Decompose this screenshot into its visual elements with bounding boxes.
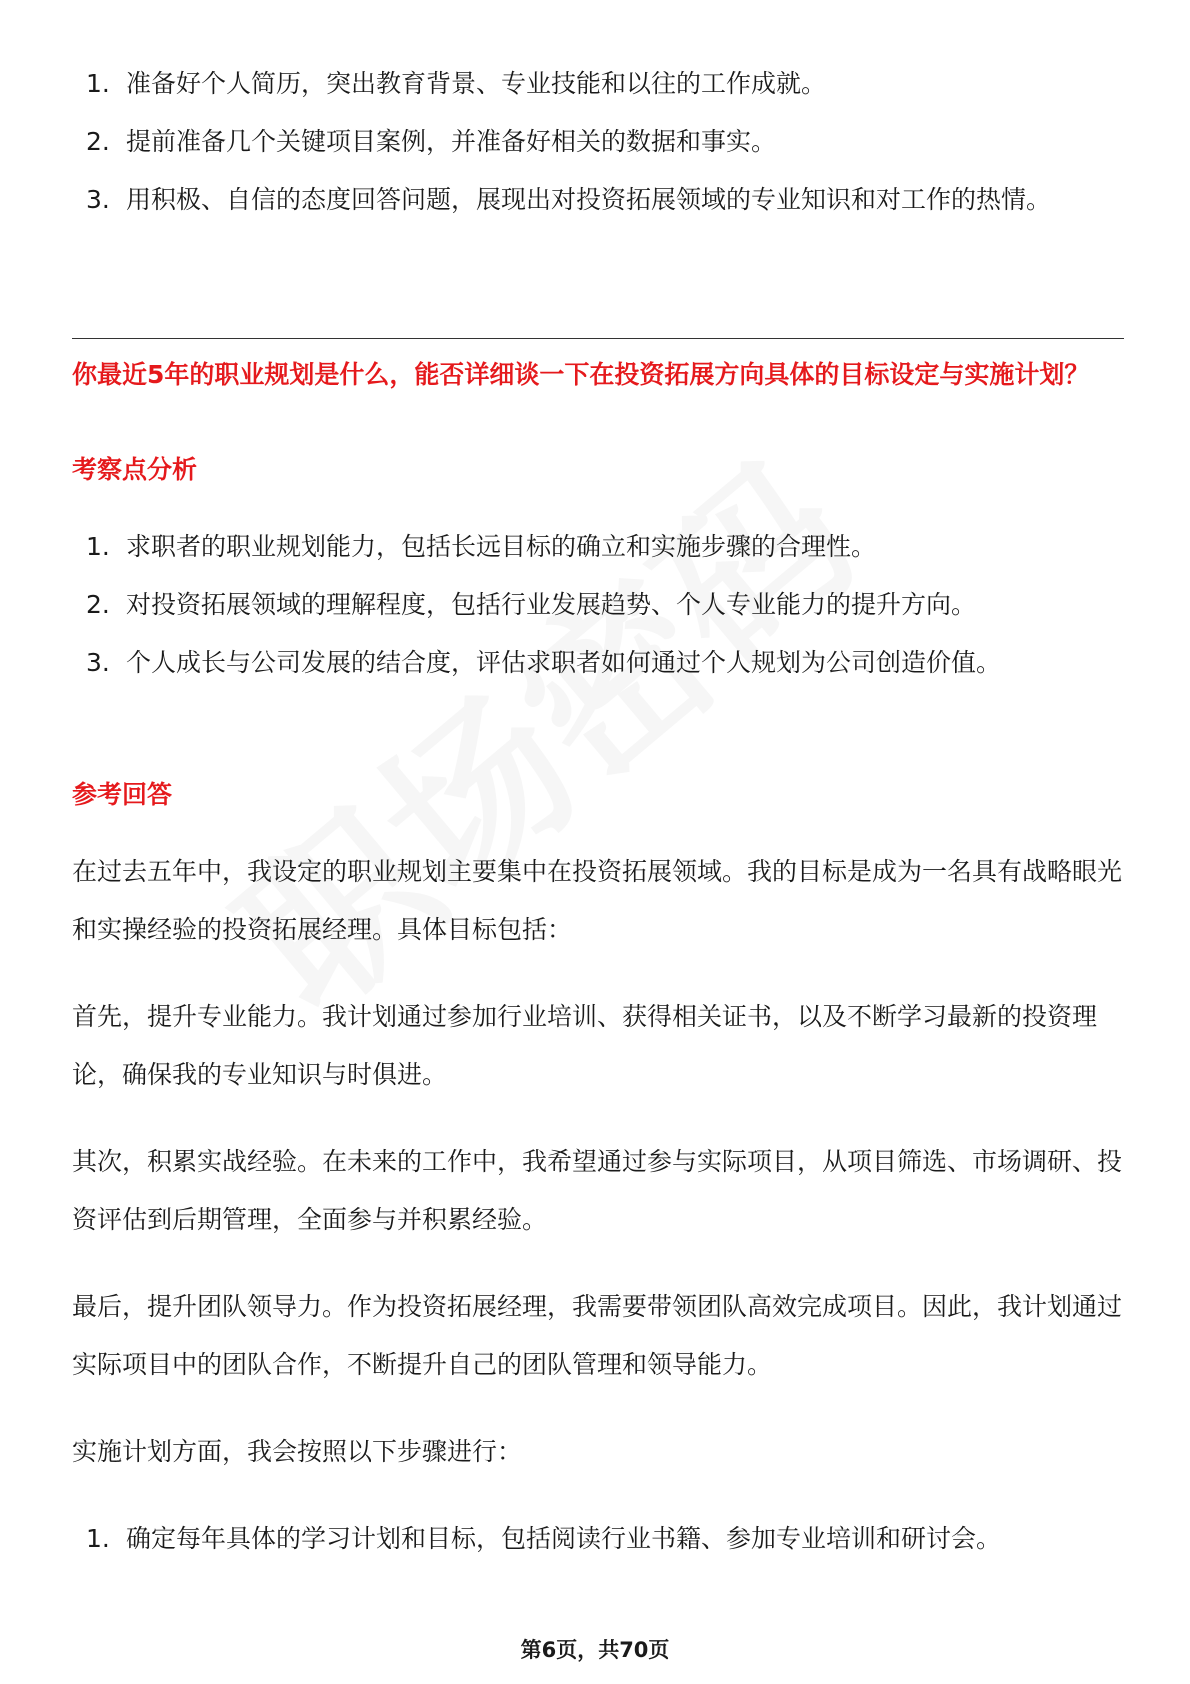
answer-paragraph: 其次，积累实战经验。在未来的工作中，我希望通过参与实际项目，从项目筛选、市场调研、投资评估到后期管理，全面参与并积累经验。 bbox=[72, 1147, 1123, 1234]
list-item-text: 用积极、自信的态度回答问题，展现出对投资拓展领域的专业知识和对工作的热情。 bbox=[126, 185, 1052, 214]
list-item bbox=[72, 576, 1124, 634]
list-item-text: 确定每年具体的学习计划和目标，包括阅读行业书籍、参加专业培训和研讨会。 bbox=[126, 1524, 1002, 1553]
tips-list bbox=[72, 55, 1124, 229]
list-item bbox=[72, 634, 1124, 692]
plan-steps-list bbox=[72, 1510, 1124, 1568]
answer-heading: 参考回答 bbox=[72, 780, 173, 809]
list-item bbox=[72, 518, 1124, 576]
page-footer: 第6页，共70页 bbox=[520, 1638, 670, 1662]
list-number: 2. bbox=[86, 127, 110, 156]
list-number: 3. bbox=[86, 648, 110, 677]
list-number: 2. bbox=[86, 590, 110, 619]
list-item bbox=[72, 1510, 1124, 1568]
list-number: 3. bbox=[86, 185, 110, 214]
list-item bbox=[72, 171, 1124, 229]
analysis-heading: 考察点分析 bbox=[72, 455, 198, 484]
list-item-text: 求职者的职业规划能力，包括长远目标的确立和实施步骤的合理性。 bbox=[126, 532, 877, 561]
list-item bbox=[72, 113, 1124, 171]
list-item-text: 准备好个人简历，突出教育背景、专业技能和以往的工作成就。 bbox=[126, 69, 827, 98]
list-item-text: 对投资拓展领域的理解程度，包括行业发展趋势、个人专业能力的提升方向。 bbox=[126, 590, 977, 619]
question-title: 你最近5年的职业规划是什么，能否详细谈一下在投资拓展方向具体的目标设定与实施计划？ bbox=[72, 360, 1090, 389]
section-divider bbox=[72, 338, 1124, 339]
list-item-text: 个人成长与公司发展的结合度，评估求职者如何通过个人规划为公司创造价值。 bbox=[126, 648, 1002, 677]
list-number: 1. bbox=[86, 69, 110, 98]
list-item-text: 提前准备几个关键项目案例，并准备好相关的数据和事实。 bbox=[126, 127, 777, 156]
answer-paragraph: 首先，提升专业能力。我计划通过参加行业培训、获得相关证书，以及不断学习最新的投资理论，确保我的专业知识与时俱进。 bbox=[72, 1002, 1098, 1089]
answer-paragraph: 最后，提升团队领导力。作为投资拓展经理，我需要带领团队高效完成项目。因此，我计划通过实际项目中的团队合作，不断提升自己的团队管理和领导能力。 bbox=[72, 1292, 1123, 1379]
answer-paragraph: 在过去五年中，我设定的职业规划主要集中在投资拓展领域。我的目标是成为一名具有战略眼光和实操经验的投资拓展经理。具体目标包括： bbox=[72, 857, 1123, 944]
list-number: 1. bbox=[86, 1524, 110, 1553]
analysis-list bbox=[72, 518, 1124, 692]
list-item bbox=[72, 55, 1124, 113]
list-number: 1. bbox=[86, 532, 110, 561]
answer-paragraph: 实施计划方面，我会按照以下步骤进行： bbox=[72, 1437, 523, 1466]
